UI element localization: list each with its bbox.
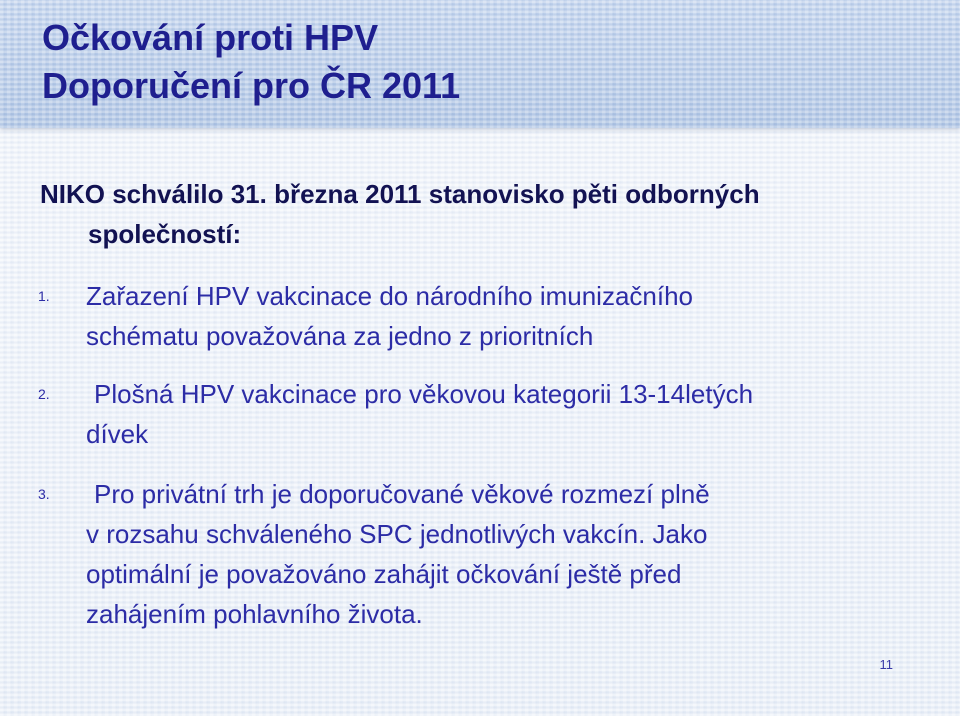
intro-paragraph: [40, 174, 930, 254]
list-item-text-line: zahájením pohlavního života.: [86, 599, 423, 629]
list-item-text-line: v rozsahu schváleného SPC jednotlivých vakcín. Jako: [86, 519, 708, 549]
intro-line-2: společností:: [88, 219, 242, 249]
page-number: 11: [879, 657, 893, 672]
list-number: 2.: [38, 386, 50, 402]
list-number: 1.: [38, 288, 50, 304]
title-banner: [0, 0, 960, 128]
list-item-2: [0, 374, 753, 454]
title-line-1: Očkování proti HPV: [42, 17, 379, 58]
list-item-text-line: Zařazení HPV vakcinace do národního imunizačního: [86, 281, 694, 311]
list-item-text-line: optimální je považováno zahájit očkování ještě před: [86, 559, 682, 589]
intro-line-1: NIKO schválilo 31. března 2011 stanovisko pěti odborných: [40, 179, 760, 209]
list-number: 3.: [38, 486, 50, 502]
list-item-3: [0, 474, 710, 634]
list-item-text-line: schématu považována za jedno z prioritních: [86, 321, 594, 351]
list-item-text-line: Pro privátní trh je doporučované věkové rozmezí plně: [94, 479, 710, 509]
list-item-1: [0, 276, 693, 356]
list-item-text-line: Plošná HPV vakcinace pro věkovou kategorii 13-14letých: [94, 379, 754, 409]
title-line-2: Doporučení pro ČR 2011: [42, 65, 461, 106]
list-item-text-line: dívek: [86, 419, 149, 449]
slide-title: [42, 14, 460, 110]
